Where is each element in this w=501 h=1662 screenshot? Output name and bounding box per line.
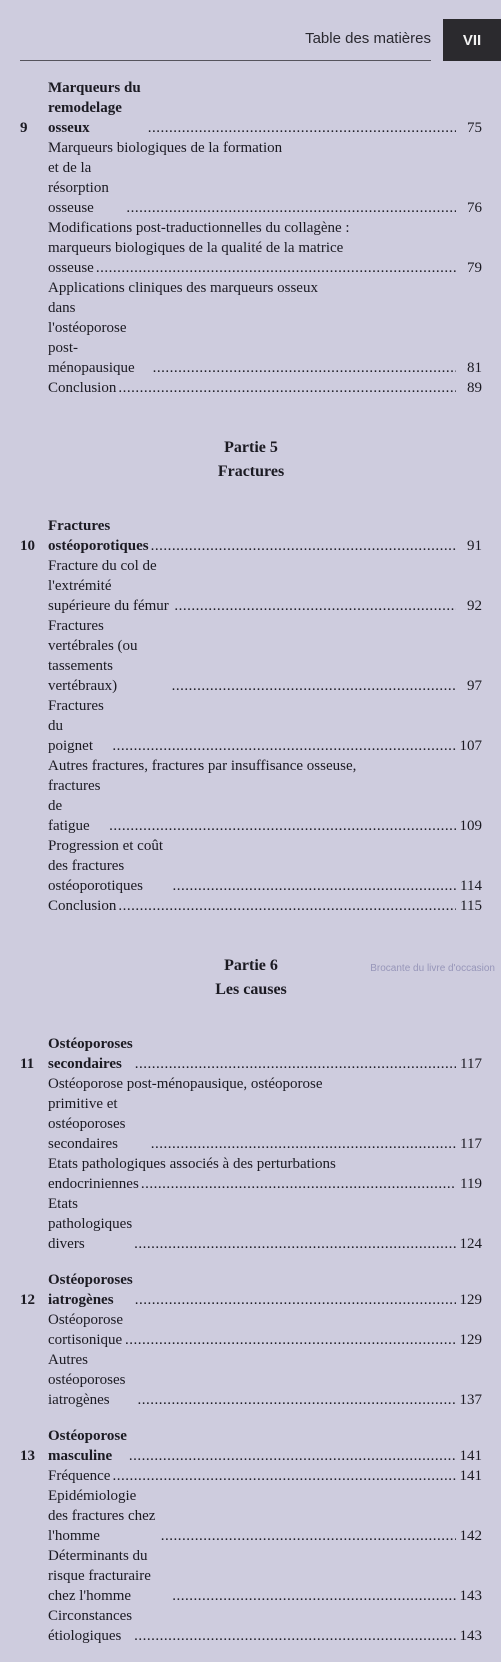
page-header (0, 0, 501, 60)
toc-entry-line (20, 1194, 482, 1254)
toc-entry-line (20, 278, 482, 298)
entry-title: Déterminants du risque fracturaire chez l'homme (48, 1548, 151, 1604)
entry-title: marqueurs biologiques de la qualité de la matrice (48, 240, 344, 256)
entry-title: dans l'ostéoporose post-ménopausique (48, 300, 135, 376)
entry-title: Epidémiologie des fractures chez l'homme (48, 1488, 156, 1544)
toc-entry-line (20, 1074, 482, 1094)
toc-entry-line (20, 776, 482, 836)
page-number: 143 (459, 1588, 482, 1604)
chapter-number: 12 (20, 1292, 35, 1308)
page-number: 119 (460, 1176, 482, 1192)
chapter-number: 13 (20, 1448, 35, 1464)
page-number: 117 (460, 1056, 482, 1072)
header-rule (20, 60, 431, 61)
page-number: 141 (459, 1468, 482, 1484)
toc-entry-line (20, 258, 482, 278)
running-title: Table des matières (305, 30, 431, 47)
toc-entry-line (20, 158, 482, 218)
toc-entry-line (20, 696, 482, 756)
dot-leader (153, 358, 456, 378)
chapter-row (20, 1270, 482, 1310)
entry-title: Ostéoporose cortisonique (48, 1312, 123, 1348)
chapter-block (20, 1034, 482, 1254)
chapter-row (20, 1034, 482, 1074)
part-title: Les causes (215, 981, 287, 998)
page-number: 117 (460, 1136, 482, 1152)
toc-entry-line (20, 1154, 482, 1174)
toc-entry-line (20, 218, 482, 238)
chapter-block (20, 1426, 482, 1646)
part-title: Fractures (217, 463, 285, 480)
page-number: 109 (459, 818, 482, 834)
toc-entry-line (20, 1486, 482, 1546)
dot-leader (125, 1330, 456, 1350)
chapter-title: Ostéoporose masculine (48, 1428, 127, 1464)
dot-leader (134, 1626, 456, 1646)
dot-leader (109, 816, 456, 836)
page-number: 107 (459, 738, 482, 754)
entry-title: Ostéoporose post-ménopausique, ostéoporose (48, 1076, 323, 1092)
chapter-title: Fractures ostéoporotiques (48, 518, 149, 554)
entry-title: Circonstances étiologiques (48, 1608, 133, 1644)
dot-leader (174, 596, 456, 616)
toc-entry-line (20, 238, 482, 258)
dot-leader (135, 1290, 456, 1310)
page-number: 129 (459, 1332, 482, 1348)
chapter-row (20, 78, 482, 138)
dot-leader (172, 1586, 456, 1606)
part-label: Partie 6 (224, 957, 278, 974)
chapter-block (20, 516, 482, 916)
entry-title: fractures de fatigue (48, 778, 101, 834)
page-number: 129 (459, 1292, 482, 1308)
dot-leader (137, 1390, 456, 1410)
dot-leader (118, 896, 456, 916)
page-number: 115 (460, 898, 482, 914)
entry-title: Conclusion (48, 898, 117, 914)
entry-title: endocriniennes (48, 1176, 139, 1192)
toc-entry-line (20, 1546, 482, 1606)
dot-leader (118, 378, 456, 398)
entry-title: Etats pathologiques divers (48, 1196, 133, 1252)
entry-title: Fréquence (48, 1468, 111, 1484)
page-number: 81 (467, 360, 482, 376)
page-number: 91 (467, 538, 482, 554)
chapter-title: Marqueurs du remodelage osseux (48, 80, 141, 136)
chapter-number: 10 (20, 538, 35, 554)
toc-entry-line (20, 1466, 482, 1486)
watermark: Brocante du livre d'occasion (370, 963, 495, 974)
dot-leader (129, 1446, 456, 1466)
chapter-title: Ostéoporoses secondaires (48, 1036, 133, 1072)
toc-entry-line (20, 616, 482, 696)
page-number: 114 (460, 878, 482, 894)
toc-entry-line (20, 756, 482, 776)
entry-title: Etats pathologiques associés à des perturbations (48, 1156, 336, 1172)
dot-leader (151, 536, 456, 556)
toc-entry-line (20, 138, 482, 158)
toc-entry-line (20, 896, 482, 916)
toc-entry-line (20, 1350, 482, 1410)
dot-leader (134, 1234, 456, 1254)
page-number: 89 (467, 380, 482, 396)
page-number: 142 (459, 1528, 482, 1544)
page-number: 143 (459, 1628, 482, 1644)
entry-title: osseuse (48, 260, 94, 276)
entry-title: Progression et coût des fractures ostéoporotiques (48, 838, 163, 894)
entry-title: Applications cliniques des marqueurs osseux (48, 280, 318, 296)
chapter-title: Ostéoporoses iatrogènes (48, 1272, 133, 1308)
page-number: 137 (459, 1392, 482, 1408)
page-number: 92 (467, 598, 482, 614)
chapter-number: 9 (20, 120, 28, 136)
toc-entry-line (20, 298, 482, 378)
entry-title: Modifications post-traductionnelles du collagène : (48, 220, 350, 236)
page-number: 76 (467, 200, 482, 216)
dot-leader (141, 1174, 456, 1194)
dot-leader (172, 876, 456, 896)
part-heading (20, 954, 482, 1002)
toc-entry-line (20, 1310, 482, 1350)
page-number-badge: VII (443, 19, 501, 61)
entry-title: Conclusion (48, 380, 117, 396)
chapter-number: 11 (20, 1056, 35, 1072)
chapter-row (20, 1426, 482, 1466)
entry-title: Autres ostéoporoses iatrogènes (48, 1352, 126, 1408)
toc-entry-line (20, 378, 482, 398)
dot-leader (148, 118, 456, 138)
entry-title: Marqueurs biologiques de la formation (48, 140, 283, 156)
dot-leader (172, 676, 456, 696)
table-of-contents (20, 78, 482, 1662)
entry-title: Fracture du col de l'extrémité supérieure du fémur (48, 558, 169, 614)
entry-title: Autres fractures, fractures par insuffisance osseuse, (48, 758, 357, 774)
entry-title: Fractures vertébrales (ou tassements vertébraux) (48, 618, 138, 694)
dot-leader (112, 1466, 456, 1486)
entry-title: et de la résorption osseuse (48, 160, 109, 216)
page-number: 79 (467, 260, 482, 276)
chapter-block (20, 1270, 482, 1410)
dot-leader (126, 198, 456, 218)
entry-title: Fractures du poignet (48, 698, 104, 754)
page-number: 97 (467, 678, 482, 694)
toc-entry-line (20, 556, 482, 616)
page-number: 75 (467, 120, 482, 136)
dot-leader (135, 1054, 456, 1074)
dot-leader (161, 1526, 456, 1546)
toc-entry-line (20, 1606, 482, 1646)
toc-entry-line (20, 1174, 482, 1194)
dot-leader (151, 1134, 456, 1154)
dot-leader (112, 736, 456, 756)
chapter-row (20, 516, 482, 556)
page-number: 141 (459, 1448, 482, 1464)
part-label: Partie 5 (224, 439, 278, 456)
toc-entry-line (20, 1094, 482, 1154)
entry-title: primitive et ostéoporoses secondaires (48, 1096, 126, 1152)
chapter-block (20, 78, 482, 398)
dot-leader (96, 258, 456, 278)
toc-entry-line (20, 836, 482, 896)
part-heading (20, 436, 482, 484)
page-number: 124 (459, 1236, 482, 1252)
